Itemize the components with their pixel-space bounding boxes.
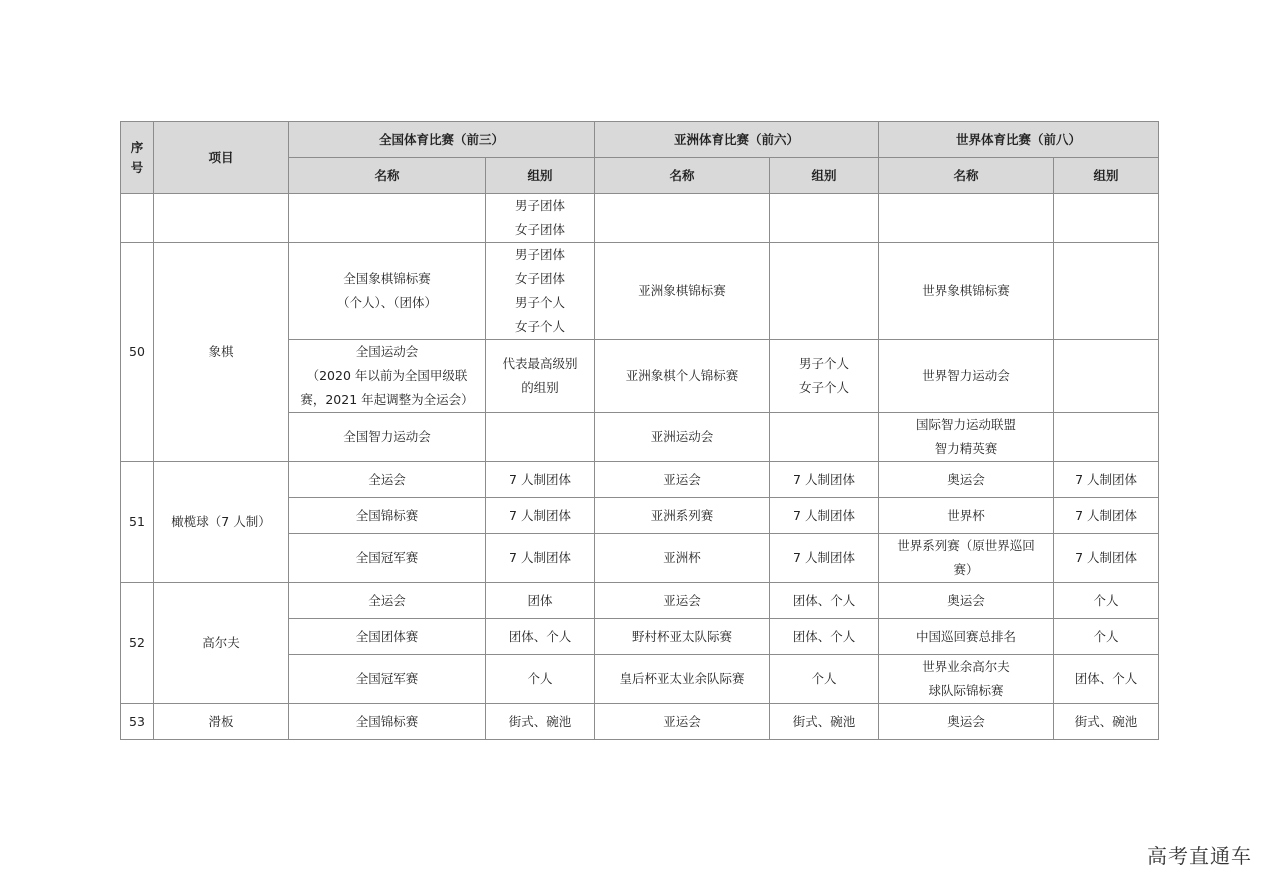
world-group-cell: 7 人制团体: [1054, 534, 1159, 583]
asian-group-cell: [770, 413, 879, 462]
seq-cell: 52: [121, 583, 154, 704]
world-group-cell: 个人: [1054, 583, 1159, 619]
asian-group-cell: 团体、个人: [770, 583, 879, 619]
header-seq: 序 号: [121, 122, 154, 194]
world-group-cell: 7 人制团体: [1054, 498, 1159, 534]
asian-name-cell: 亚洲杯: [595, 534, 770, 583]
world-group-cell: 7 人制团体: [1054, 462, 1159, 498]
header-row-1: [121, 122, 1159, 158]
asian-name-cell: 皇后杯亚太业余队际赛: [595, 655, 770, 704]
world-name-cell: 国际智力运动联盟 智力精英赛: [879, 413, 1054, 462]
event-cell: 象棋: [154, 243, 289, 462]
national-name-cell: [289, 194, 486, 243]
table-row: [121, 462, 1159, 498]
national-group-cell: 男子团体 女子团体: [486, 194, 595, 243]
national-name-cell: 全国智力运动会: [289, 413, 486, 462]
world-name-cell: 奥运会: [879, 704, 1054, 740]
national-name-cell: 全国冠军赛: [289, 655, 486, 704]
asian-name-cell: 亚洲运动会: [595, 413, 770, 462]
table-row: [121, 243, 1159, 340]
national-name-cell: 全国冠军赛: [289, 534, 486, 583]
world-name-cell: 中国巡回赛总排名: [879, 619, 1054, 655]
national-name-cell: 全运会: [289, 462, 486, 498]
world-group-cell: 个人: [1054, 619, 1159, 655]
national-group-cell: 男子团体 女子团体 男子个人 女子个人: [486, 243, 595, 340]
national-name-cell: 全运会: [289, 583, 486, 619]
world-group-cell: 团体、个人: [1054, 655, 1159, 704]
asian-group-cell: 街式、碗池: [770, 704, 879, 740]
world-group-cell: [1054, 413, 1159, 462]
asian-group-cell: 团体、个人: [770, 619, 879, 655]
asian-name-cell: 亚运会: [595, 704, 770, 740]
header-event: 项目: [154, 122, 289, 194]
asian-group-cell: 7 人制团体: [770, 462, 879, 498]
asian-name-cell: 亚洲系列赛: [595, 498, 770, 534]
asian-name-cell: 野村杯亚太队际赛: [595, 619, 770, 655]
world-name-cell: 世界智力运动会: [879, 340, 1054, 413]
world-group-cell: [1054, 340, 1159, 413]
world-name-cell: [879, 194, 1054, 243]
table-row: [121, 704, 1159, 740]
world-name-cell: 世界象棋锦标赛: [879, 243, 1054, 340]
table-row: [121, 194, 1159, 243]
world-name-cell: 世界系列赛（原世界巡回 赛）: [879, 534, 1054, 583]
national-group-cell: 个人: [486, 655, 595, 704]
asian-group-cell: 7 人制团体: [770, 498, 879, 534]
national-group-cell: 团体: [486, 583, 595, 619]
world-name-cell: 奥运会: [879, 583, 1054, 619]
national-name-cell: 全国锦标赛: [289, 704, 486, 740]
header-world-name: 名称: [879, 158, 1054, 194]
national-name-cell: 全国锦标赛: [289, 498, 486, 534]
asian-name-cell: [595, 194, 770, 243]
world-group-cell: 街式、碗池: [1054, 704, 1159, 740]
asian-name-cell: 亚洲象棋锦标赛: [595, 243, 770, 340]
national-group-cell: 7 人制团体: [486, 462, 595, 498]
event-cell: 滑板: [154, 704, 289, 740]
header-asian: 亚洲体育比赛（前六）: [595, 122, 879, 158]
national-group-cell: [486, 413, 595, 462]
header-asian-group: 组别: [770, 158, 879, 194]
competition-table: [120, 121, 1159, 740]
national-group-cell: 街式、碗池: [486, 704, 595, 740]
seq-cell: [121, 194, 154, 243]
national-name-cell: 全国运动会 （2020 年以前为全国甲级联 赛，2021 年起调整为全运会）: [289, 340, 486, 413]
world-name-cell: 世界杯: [879, 498, 1054, 534]
header-national-name: 名称: [289, 158, 486, 194]
national-group-cell: 代表最高级别 的组别: [486, 340, 595, 413]
asian-name-cell: 亚洲象棋个人锦标赛: [595, 340, 770, 413]
asian-group-cell: 个人: [770, 655, 879, 704]
asian-name-cell: 亚运会: [595, 583, 770, 619]
asian-group-cell: [770, 243, 879, 340]
national-name-cell: 全国团体赛: [289, 619, 486, 655]
national-group-cell: 7 人制团体: [486, 498, 595, 534]
seq-cell: 50: [121, 243, 154, 462]
event-cell: 高尔夫: [154, 583, 289, 704]
event-cell: [154, 194, 289, 243]
event-cell: 橄榄球（7 人制）: [154, 462, 289, 583]
watermark: 高考直通车: [1147, 844, 1252, 868]
world-name-cell: 世界业余高尔夫 球队际锦标赛: [879, 655, 1054, 704]
table-row: [121, 583, 1159, 619]
asian-group-cell: 7 人制团体: [770, 534, 879, 583]
header-world: 世界体育比赛（前八）: [879, 122, 1159, 158]
national-group-cell: 7 人制团体: [486, 534, 595, 583]
world-name-cell: 奥运会: [879, 462, 1054, 498]
national-group-cell: 团体、个人: [486, 619, 595, 655]
asian-group-cell: 男子个人 女子个人: [770, 340, 879, 413]
world-group-cell: [1054, 243, 1159, 340]
asian-group-cell: [770, 194, 879, 243]
seq-cell: 51: [121, 462, 154, 583]
world-group-cell: [1054, 194, 1159, 243]
header-world-group: 组别: [1054, 158, 1159, 194]
national-name-cell: 全国象棋锦标赛 （个人）、（团体）: [289, 243, 486, 340]
header-national-group: 组别: [486, 158, 595, 194]
header-asian-name: 名称: [595, 158, 770, 194]
seq-cell: 53: [121, 704, 154, 740]
asian-name-cell: 亚运会: [595, 462, 770, 498]
header-national: 全国体育比赛（前三）: [289, 122, 595, 158]
